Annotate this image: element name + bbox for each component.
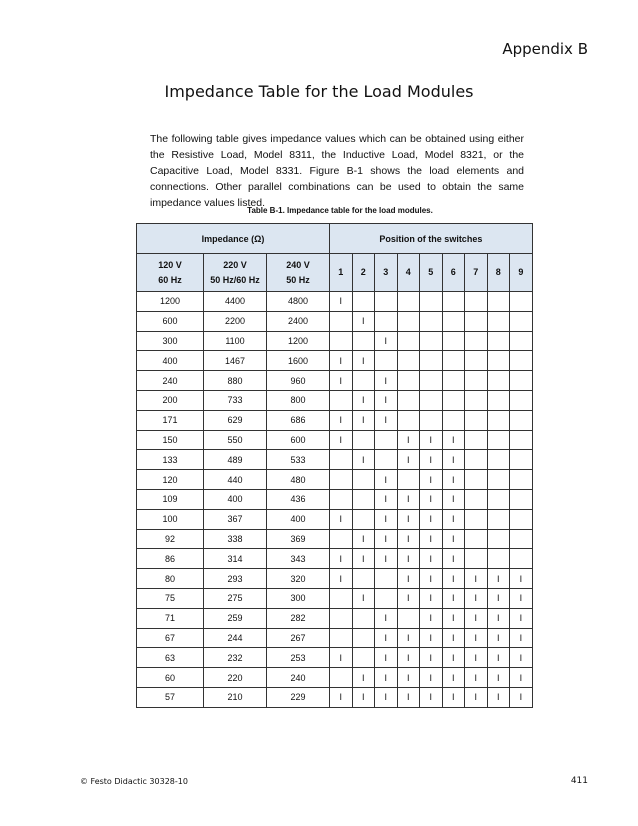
switch-cell: I	[487, 668, 510, 688]
switch-cell: I	[375, 331, 398, 351]
switch-cell: I	[442, 549, 465, 569]
switch-cell: I	[510, 588, 533, 608]
switch-cell	[352, 509, 375, 529]
switch-cell: I	[420, 509, 443, 529]
impedance-cell-z120: 75	[137, 588, 204, 608]
switch-cell: I	[352, 588, 375, 608]
impedance-cell-z220: 400	[204, 489, 267, 509]
switch-cell: I	[510, 569, 533, 589]
impedance-cell-z120: 150	[137, 430, 204, 450]
switch-cell: I	[397, 529, 420, 549]
switch-cell	[330, 390, 353, 410]
switch-cell: I	[510, 687, 533, 707]
switch-cell: I	[330, 569, 353, 589]
impedance-cell-z220: 629	[204, 410, 267, 430]
switch-cell: I	[352, 450, 375, 470]
impedance-cell-z240: 480	[267, 470, 330, 490]
switch-cell: I	[420, 687, 443, 707]
impedance-cell-z220: 733	[204, 390, 267, 410]
switch-cell: I	[375, 668, 398, 688]
switch-cell	[510, 470, 533, 490]
switch-cell	[420, 410, 443, 430]
switch-cell	[487, 331, 510, 351]
table-row	[137, 371, 533, 391]
switch-cell: I	[465, 588, 488, 608]
table-row	[137, 509, 533, 529]
switch-cell: I	[420, 430, 443, 450]
switch-cell: I	[375, 687, 398, 707]
switch-cell	[375, 569, 398, 589]
switch-cell: I	[330, 410, 353, 430]
switch-cell: I	[442, 668, 465, 688]
impedance-cell-z120: 400	[137, 351, 204, 371]
table-row	[137, 390, 533, 410]
switch-cell	[487, 509, 510, 529]
switch-cell: I	[442, 529, 465, 549]
switch-cell: I	[465, 628, 488, 648]
impedance-cell-z220: 259	[204, 608, 267, 628]
switch-cell	[352, 430, 375, 450]
switch-cell	[465, 489, 488, 509]
switch-cell: I	[465, 569, 488, 589]
table-row	[137, 569, 533, 589]
switch-cell	[330, 489, 353, 509]
switch-cell: I	[352, 668, 375, 688]
switch-cell	[330, 628, 353, 648]
page-number: 411	[570, 776, 588, 786]
impedance-table	[136, 223, 533, 708]
switch-cell: I	[442, 608, 465, 628]
switch-cell: I	[442, 628, 465, 648]
impedance-cell-z220: 1467	[204, 351, 267, 371]
switch-cell: I	[397, 668, 420, 688]
switch-cell: I	[375, 470, 398, 490]
switch-cell	[397, 410, 420, 430]
impedance-cell-z220: 1100	[204, 331, 267, 351]
switch-cell: I	[442, 430, 465, 450]
switch-cell	[487, 549, 510, 569]
impedance-cell-z120: 200	[137, 390, 204, 410]
switch-cell	[465, 549, 488, 569]
switch-cell	[397, 371, 420, 391]
switch-cell: I	[487, 628, 510, 648]
switch-cell: I	[352, 549, 375, 569]
impedance-cell-z220: 210	[204, 687, 267, 707]
switch-cell: I	[375, 489, 398, 509]
switch-cell: I	[442, 687, 465, 707]
switch-cell: I	[487, 687, 510, 707]
impedance-cell-z120: 171	[137, 410, 204, 430]
switch-cell: I	[442, 489, 465, 509]
impedance-cell-z120: 67	[137, 628, 204, 648]
impedance-cell-z240: 2400	[267, 311, 330, 331]
switch-cell	[330, 529, 353, 549]
switch-cell	[330, 450, 353, 470]
switch-cell	[487, 292, 510, 312]
footer-copyright: © Festo Didactic 30328-10	[80, 777, 188, 786]
switch-cell: I	[420, 588, 443, 608]
switch-cell	[487, 430, 510, 450]
switch-number-header: 7	[465, 254, 488, 292]
table-row	[137, 331, 533, 351]
table-row	[137, 351, 533, 371]
switch-cell	[510, 351, 533, 371]
switch-cell	[330, 588, 353, 608]
impedance-cell-z240: 4800	[267, 292, 330, 312]
impedance-cell-z220: 293	[204, 569, 267, 589]
switch-cell: I	[375, 390, 398, 410]
impedance-cell-z240: 240	[267, 668, 330, 688]
switch-cell	[465, 351, 488, 371]
switch-cell: I	[487, 569, 510, 589]
switch-cell	[352, 371, 375, 391]
impedance-cell-z220: 489	[204, 450, 267, 470]
switch-cell	[465, 529, 488, 549]
switch-cell	[397, 608, 420, 628]
switch-cell	[487, 489, 510, 509]
switch-cell: I	[420, 450, 443, 470]
switch-cell	[465, 371, 488, 391]
impedance-cell-z240: 686	[267, 410, 330, 430]
switch-cell	[510, 311, 533, 331]
switch-cell	[420, 292, 443, 312]
switch-cell	[487, 529, 510, 549]
switch-cell	[465, 450, 488, 470]
switch-cell	[330, 470, 353, 490]
switch-cell	[375, 588, 398, 608]
switch-cell	[375, 292, 398, 312]
switch-cell	[442, 311, 465, 331]
switch-cell	[510, 509, 533, 529]
impedance-cell-z240: 300	[267, 588, 330, 608]
impedance-cell-z240: 369	[267, 529, 330, 549]
switch-cell	[510, 549, 533, 569]
switch-cell: I	[375, 529, 398, 549]
switch-cell: I	[442, 509, 465, 529]
switch-cell	[352, 331, 375, 351]
table-row	[137, 311, 533, 331]
switch-cell	[465, 430, 488, 450]
switch-cell: I	[375, 410, 398, 430]
switch-cell	[420, 390, 443, 410]
switch-cell	[375, 450, 398, 470]
switch-cell	[397, 292, 420, 312]
switch-cell	[510, 430, 533, 450]
impedance-cell-z240: 960	[267, 371, 330, 391]
impedance-cell-z220: 550	[204, 430, 267, 450]
switch-cell	[442, 390, 465, 410]
impedance-group-header: Impedance (Ω)	[137, 224, 330, 254]
voltage-header-220: 220 V 50 Hz/60 Hz	[204, 254, 267, 292]
switch-cell	[465, 311, 488, 331]
impedance-cell-z240: 436	[267, 489, 330, 509]
switch-cell: I	[375, 648, 398, 668]
impedance-cell-z240: 253	[267, 648, 330, 668]
switch-cell: I	[352, 529, 375, 549]
table-row	[137, 529, 533, 549]
impedance-cell-z220: 220	[204, 668, 267, 688]
switch-cell: I	[420, 489, 443, 509]
switch-cell	[442, 292, 465, 312]
impedance-cell-z220: 4400	[204, 292, 267, 312]
table-row	[137, 628, 533, 648]
switch-cell: I	[397, 549, 420, 569]
switch-cell: I	[465, 608, 488, 628]
switch-cell	[420, 311, 443, 331]
impedance-cell-z240: 320	[267, 569, 330, 589]
switch-cell: I	[330, 687, 353, 707]
switch-cell: I	[397, 588, 420, 608]
switch-cell: I	[510, 628, 533, 648]
table-row	[137, 608, 533, 628]
switch-cell	[510, 529, 533, 549]
impedance-cell-z240: 600	[267, 430, 330, 450]
switch-number-header: 1	[330, 254, 353, 292]
switch-cell: I	[510, 668, 533, 688]
switch-cell: I	[420, 648, 443, 668]
switch-cell: I	[397, 628, 420, 648]
switch-cell: I	[420, 569, 443, 589]
switch-cell: I	[375, 371, 398, 391]
impedance-cell-z240: 400	[267, 509, 330, 529]
table-row	[137, 648, 533, 668]
switch-cell	[352, 569, 375, 589]
impedance-cell-z240: 533	[267, 450, 330, 470]
switch-cell	[352, 608, 375, 628]
impedance-cell-z220: 314	[204, 549, 267, 569]
table-row	[137, 410, 533, 430]
switch-cell: I	[352, 687, 375, 707]
switch-cell: I	[420, 628, 443, 648]
switch-cell	[420, 351, 443, 371]
impedance-cell-z220: 244	[204, 628, 267, 648]
switch-cell: I	[397, 509, 420, 529]
impedance-cell-z120: 109	[137, 489, 204, 509]
switch-cell: I	[442, 450, 465, 470]
switch-cell	[465, 509, 488, 529]
switch-cell: I	[397, 569, 420, 589]
table-row	[137, 588, 533, 608]
switch-cell	[330, 608, 353, 628]
switch-cell	[487, 311, 510, 331]
switch-cell	[397, 390, 420, 410]
switch-cell: I	[465, 648, 488, 668]
switch-cell	[510, 390, 533, 410]
switch-cell	[442, 331, 465, 351]
switch-cell	[352, 628, 375, 648]
switch-cell: I	[465, 687, 488, 707]
switch-cell	[375, 351, 398, 371]
switch-cell	[487, 450, 510, 470]
switch-cell: I	[510, 648, 533, 668]
switch-cell: I	[375, 628, 398, 648]
switch-cell	[397, 311, 420, 331]
intro-paragraph: The following table gives impedance values which can be obtained using either the Resistive Load, Model 8311, the Inductive Load, Model 8321, or the Capacitive Load, Model 8331. Figure B-1 shows the load elements and connections. Other parallel combinations can be used to obtain the same impedance values listed.	[150, 133, 524, 209]
switch-number-header: 9	[510, 254, 533, 292]
switch-cell	[420, 371, 443, 391]
switch-cell	[442, 371, 465, 391]
appendix-heading: Appendix B	[502, 40, 588, 58]
impedance-cell-z120: 57	[137, 687, 204, 707]
impedance-cell-z220: 232	[204, 648, 267, 668]
voltage-header-120: 120 V 60 Hz	[137, 254, 204, 292]
switch-cell	[397, 470, 420, 490]
switch-cell	[465, 390, 488, 410]
switch-cell	[330, 311, 353, 331]
switch-cell	[330, 668, 353, 688]
voltage-header-240: 240 V 50 Hz	[267, 254, 330, 292]
impedance-cell-z120: 600	[137, 311, 204, 331]
table-row	[137, 687, 533, 707]
switch-cell: I	[442, 588, 465, 608]
switch-cell	[352, 489, 375, 509]
switch-number-header: 3	[375, 254, 398, 292]
switch-cell: I	[420, 668, 443, 688]
switch-cell: I	[375, 509, 398, 529]
switch-cell	[465, 470, 488, 490]
switch-cell: I	[397, 489, 420, 509]
impedance-cell-z220: 2200	[204, 311, 267, 331]
switch-cell: I	[330, 351, 353, 371]
switches-group-header: Position of the switches	[330, 224, 533, 254]
switch-cell: I	[420, 529, 443, 549]
table-row	[137, 292, 533, 312]
switch-cell	[397, 351, 420, 371]
impedance-cell-z120: 63	[137, 648, 204, 668]
switch-cell	[510, 331, 533, 351]
switch-cell: I	[397, 648, 420, 668]
switch-cell	[442, 351, 465, 371]
switch-number-header: 4	[397, 254, 420, 292]
table-row	[137, 450, 533, 470]
switch-cell	[487, 470, 510, 490]
switch-cell: I	[442, 569, 465, 589]
switch-cell: I	[397, 687, 420, 707]
impedance-cell-z240: 229	[267, 687, 330, 707]
impedance-cell-z240: 1200	[267, 331, 330, 351]
impedance-cell-z120: 92	[137, 529, 204, 549]
impedance-cell-z120: 100	[137, 509, 204, 529]
table-row	[137, 489, 533, 509]
table-row	[137, 430, 533, 450]
table-row	[137, 549, 533, 569]
switch-cell	[487, 410, 510, 430]
switch-number-header: 6	[442, 254, 465, 292]
switch-cell	[510, 410, 533, 430]
switch-cell	[397, 331, 420, 351]
switch-cell: I	[352, 351, 375, 371]
table-row	[137, 470, 533, 490]
impedance-cell-z240: 800	[267, 390, 330, 410]
switch-cell: I	[487, 588, 510, 608]
page-title: Impedance Table for the Load Modules	[164, 82, 474, 101]
switch-cell: I	[510, 608, 533, 628]
switch-cell: I	[375, 549, 398, 569]
impedance-cell-z240: 1600	[267, 351, 330, 371]
switch-cell	[487, 351, 510, 371]
table-row	[137, 668, 533, 688]
switch-cell: I	[330, 430, 353, 450]
impedance-cell-z240: 267	[267, 628, 330, 648]
impedance-cell-z120: 300	[137, 331, 204, 351]
impedance-cell-z120: 86	[137, 549, 204, 569]
impedance-cell-z120: 120	[137, 470, 204, 490]
switch-cell: I	[330, 648, 353, 668]
switch-cell	[465, 410, 488, 430]
switch-cell	[510, 489, 533, 509]
impedance-cell-z240: 282	[267, 608, 330, 628]
switch-cell	[465, 331, 488, 351]
switch-number-header: 5	[420, 254, 443, 292]
impedance-cell-z120: 80	[137, 569, 204, 589]
switch-cell	[442, 410, 465, 430]
switch-cell: I	[487, 608, 510, 628]
impedance-cell-z220: 880	[204, 371, 267, 391]
switch-cell: I	[420, 549, 443, 569]
switch-cell	[487, 390, 510, 410]
switch-cell: I	[397, 450, 420, 470]
switch-cell: I	[442, 648, 465, 668]
switch-cell: I	[352, 311, 375, 331]
impedance-table-body	[137, 292, 533, 708]
switch-cell	[352, 648, 375, 668]
switch-cell: I	[375, 608, 398, 628]
table-caption: Table B-1. Impedance table for the load modules.	[247, 206, 433, 215]
switch-cell	[510, 292, 533, 312]
switch-number-header: 2	[352, 254, 375, 292]
switch-cell: I	[352, 390, 375, 410]
switch-cell: I	[352, 410, 375, 430]
switch-cell	[465, 292, 488, 312]
impedance-cell-z120: 71	[137, 608, 204, 628]
switch-cell: I	[330, 292, 353, 312]
impedance-cell-z220: 275	[204, 588, 267, 608]
switch-cell: I	[330, 509, 353, 529]
switch-number-header: 8	[487, 254, 510, 292]
switch-cell: I	[465, 668, 488, 688]
switch-cell	[352, 470, 375, 490]
impedance-cell-z220: 338	[204, 529, 267, 549]
switch-cell	[510, 371, 533, 391]
impedance-cell-z120: 1200	[137, 292, 204, 312]
switch-cell: I	[330, 371, 353, 391]
switch-cell: I	[397, 430, 420, 450]
switch-cell: I	[330, 549, 353, 569]
switch-cell	[510, 450, 533, 470]
switch-cell: I	[420, 608, 443, 628]
switch-cell	[330, 331, 353, 351]
switch-cell: I	[487, 648, 510, 668]
impedance-cell-z120: 240	[137, 371, 204, 391]
switch-cell	[375, 311, 398, 331]
switch-cell: I	[442, 470, 465, 490]
switch-cell: I	[420, 470, 443, 490]
switch-cell	[375, 430, 398, 450]
impedance-cell-z120: 60	[137, 668, 204, 688]
switch-cell	[420, 331, 443, 351]
switch-cell	[352, 292, 375, 312]
impedance-cell-z120: 133	[137, 450, 204, 470]
impedance-cell-z220: 367	[204, 509, 267, 529]
impedance-cell-z240: 343	[267, 549, 330, 569]
switch-cell	[487, 371, 510, 391]
impedance-cell-z220: 440	[204, 470, 267, 490]
